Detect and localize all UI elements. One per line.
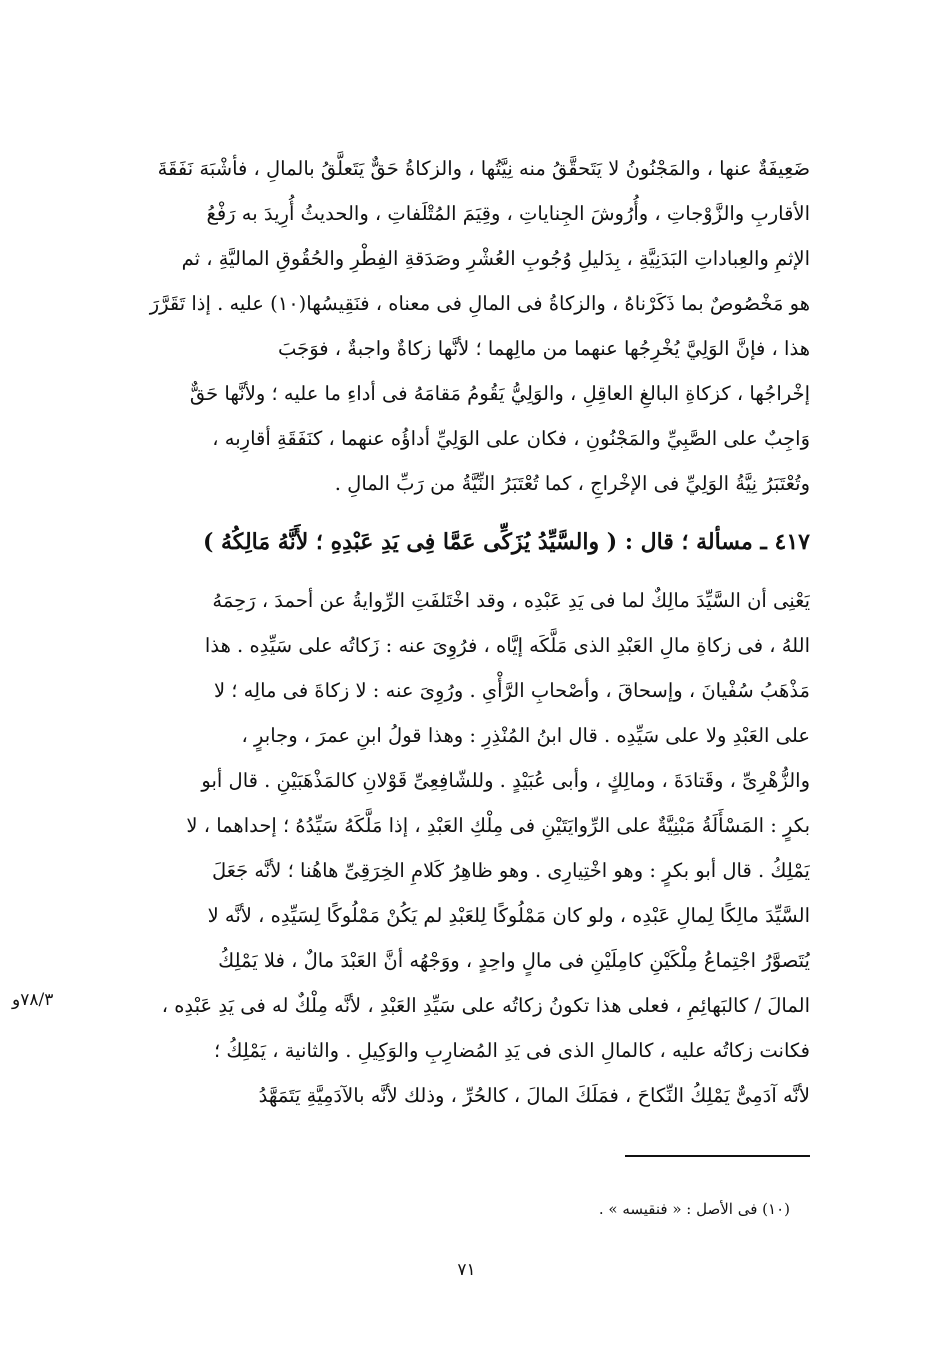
paragraph-2	[110, 578, 810, 1118]
text-line: مَذْهَبُ سُفْيانَ ، وإسحاقَ ، وأصْحابِ الرَّأْىِ . ورُوِىَ عنه : لا زكاةَ فى مالِه ؛ لا	[213, 679, 810, 702]
text-line: يُتَصوَّرُ اجْتِماعُ مِلْكَيْنِ كامِلَيْنِ فى مالٍ واحِدٍ ، ووَجْهُه أنَّ العَبْدَ مالٌ ، فلا يَمْلِكُ	[218, 949, 810, 972]
footnote: (١٠) فى الأصل : « فنقيسه » .	[598, 1200, 790, 1218]
text-line: لأنَّه آدَمِىٌّ يَمْلِكُ النِّكاحَ ، فمَلَكَ المالَ ، كالحُرِّ ، وذلك لأنَّه بالآدَمِيَّةِ يَتَمَهَّدُ	[258, 1084, 810, 1107]
text-line: إخْراجُها ، كزكاةِ البالغِ العاقِلِ ، والوَلِيُّ يَقُومُ مَقامَهُ فى أداءِ ما عليه ؛ ولأنَّها حَقٌّ	[189, 382, 810, 405]
paragraph-1	[110, 146, 810, 506]
issue-title: مسألة ؛ قال : ( والسَّيِّدُ يُزَكِّى عَمَّا فِى يَدِ عَبْدِهِ ؛ لأَنَّهُ مَالِكُهُ )	[202, 529, 753, 555]
page-number: ٧١	[457, 1260, 476, 1280]
text-line: الأقاربِ والزَّوْجاتِ ، وأُرُوشَ الجِناياتِ ، وقِيَمَ المُتْلَفاتِ ، والحديثُ أُرِيدَ به رَفْعُ	[206, 202, 810, 225]
issue-dash: ـ	[760, 529, 767, 555]
text-line: يَمْلِكُ . قال أبو بكرٍ : وهو اخْتِيارِى . وهو ظاهِرُ كَلامِ الخِرَقِىِّ هاهُنا ؛ لأنَّه جَعَلَ	[212, 859, 810, 882]
text-line: وتُعْتَبَرُ نِيَّةُ الوَلِيِّ فى الإخْراجِ ، كما تُعْتَبَرُ النِّيَّةُ من رَبِّ المالِ .	[334, 472, 810, 495]
text-line: بكرٍ : المَسْأَلَةُ مَبْنِيَّةٌ على الرِّوايَتَيْنِ فى مِلْكِ العَبْدِ ، إذا مَلَّكَهُ سَيِّدُهُ ؛ إحداهما ، لا	[186, 814, 810, 837]
text-line: وَاجِبٌ على الصَّبِيِّ والمَجْنُونِ ، فكان على الوَلِيِّ أداؤُه عنهما ، كنَفَقَةِ أقارِبه ،	[212, 427, 810, 450]
text-line: هذا ، فإنَّ الوَلِيَّ يُخْرِجُها عنهما من مالِهما ؛ لأنَّها زكاةٌ واجبةٌ ، فوَجَبَ	[278, 337, 810, 360]
text-line: فكانت زكاتُه عليه ، كالمالِ الذى فى يَدِ المُضارِبِ والوَكِيلِ . والثانية ، يَمْلِكُ ؛	[214, 1039, 810, 1062]
footnote-divider	[625, 1155, 810, 1157]
text-line: والزُّهْرِىِّ ، وقَتادَةَ ، ومالِكٍ ، وأبى عُبَيْدٍ . وللشّافِعِىِّ قَوْلانِ كالمَذْهَبَيْنِ . قال أبو	[201, 769, 810, 792]
text-line: المالَ / كالبَهائِمِ ، فعلى هذا تكونُ زكاتُه على سَيِّدِ العَبْدِ ، لأنَّه مِلْكٌ له فى يَدِ عَبْدِه ،	[161, 994, 810, 1017]
text-line: هو مَخْصُوصٌ بما ذَكَرْناهُ ، والزكاةُ فى المالِ فى معناه ، فنَقِيسُها(١٠) عليه . إذا تَقَرَّرَ	[149, 292, 810, 315]
issue-number: ٤١٧	[774, 529, 810, 555]
margin-reference: ٧٨/٣و	[12, 990, 54, 1010]
text-line: اللهُ ، فى زكاةِ مالِ العَبْدِ الذى مَلَّكَه إيَّاه ، فرُوِىَ عنه : زَكاتُه على سَيِّدِه . هذا	[204, 634, 810, 657]
text-line: السَّيِّدَ مالِكًا لِمالِ عَبْدِه ، ولو كان مَمْلُوكًا لِلعَبْدِ لم يَكُنْ مَمْلُوكًا لِسَيِّدِه ، لأنَّه لا	[207, 904, 810, 927]
text-line: الإثمِ والعِباداتِ البَدَنِيَّةِ ، بِدَليلِ وُجُوبِ العُشْرِ وصَدَقةِ الفِطْرِ والحُقُوقِ الماليَّةِ ، ثم	[181, 247, 810, 270]
issue-heading	[110, 519, 810, 565]
text-line: على العَبْدِ ولا على سَيِّدِه . قال ابنُ المُنْذِرِ : وهذا قولُ ابنِ عمرَ ، وجابرٍ ،	[241, 724, 810, 747]
text-line: يَعْنِى أن السَّيِّدَ مالِكٌ لما فى يَدِ عَبْدِه ، وقد اخْتَلفَتِ الرِّوايةُ عن أحمدَ ، رَحِمَهُ	[212, 589, 810, 612]
text-line: ضَعِيفَةٌ عنها ، والمَجْنُونُ لا يَتَحقَّقُ منه نِيَّتُها ، والزكاةُ حَقٌّ يَتَعلَّقُ بالمالِ ، فأشْبَهَ نَفَقَةَ	[157, 157, 810, 180]
